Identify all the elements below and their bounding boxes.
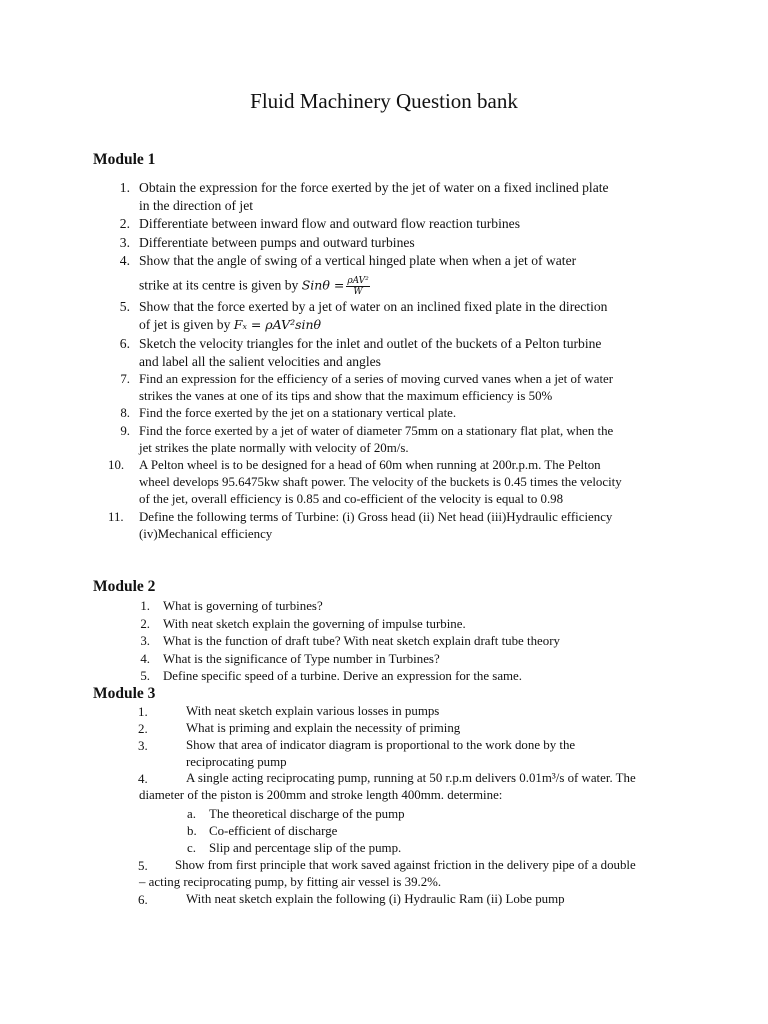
module-1-heading: Module 1	[93, 151, 156, 168]
sub-item-label: c.	[187, 841, 196, 855]
item-number: 4.	[138, 771, 148, 786]
sub-item-text: Slip and percentage slip of the pump.	[209, 841, 402, 855]
item-text: A single acting reciprocating pump, running at 50 r.p.m delivers 0.01m³/s of water. The	[186, 771, 636, 785]
item-number: 1.	[140, 599, 150, 613]
item-text: With neat sketch explain various losses in pumps	[186, 704, 440, 718]
item-text: Differentiate between inward flow and outward flow reaction turbines	[139, 216, 520, 231]
item-number: 9.	[120, 424, 130, 438]
sub-item-label: b.	[187, 824, 197, 838]
item-text: Show that area of indicator diagram is proportional to the work done by the	[186, 738, 576, 752]
item-text: wheel develops 95.6475kw shaft power. The velocity of the buckets is 0.45 times the velocity	[139, 475, 622, 489]
item-text: Show that the angle of swing of a vertical hinged plate when when a jet of water	[139, 253, 577, 268]
sub-item-text: The theoretical discharge of the pump	[209, 807, 405, 821]
item-number: 10.	[108, 458, 125, 472]
item-number: 7.	[120, 372, 130, 386]
item-text: Show that the force exerted by a jet of water on an inclined fixed plate in the direction	[139, 299, 608, 314]
item-number: 11.	[108, 510, 124, 524]
item-text: Find the force exerted by the jet on a stationary vertical plate.	[139, 406, 457, 420]
item-number: 5.	[140, 669, 150, 683]
item-text: Find the force exerted by a jet of water of diameter 75mm on a stationary flat plat, when the	[139, 424, 614, 438]
item-text: With neat sketch explain the following (i) Hydraulic Ram (ii) Lobe pump	[186, 892, 565, 906]
item-number: 3.	[119, 235, 130, 250]
formula-fraction	[346, 276, 369, 297]
item-number: 3.	[138, 738, 148, 753]
item-text: in the direction of jet	[139, 197, 254, 213]
item-text: strikes the vanes at one of its tips and show that the maximum efficiency is 50%	[139, 389, 553, 403]
item-text: strike at its centre is given by	[139, 277, 302, 293]
item-text: Obtain the expression for the force exerted by the jet of water on a fixed inclined plate	[139, 180, 609, 195]
item-number: 2.	[140, 617, 150, 631]
item-text-with-formula	[139, 276, 370, 297]
item-text: Show from first principle that work saved against friction in the delivery pipe of a double	[175, 858, 636, 872]
item-text: reciprocating pump	[186, 755, 287, 769]
item-text: Define specific speed of a turbine. Derive an expression for the same.	[163, 669, 523, 683]
item-number: 6.	[119, 336, 130, 351]
item-text: diameter of the piston is 200mm and stroke length 400mm. determine:	[139, 788, 503, 802]
item-number: 2.	[138, 721, 148, 736]
module-3-heading: Module 3	[93, 685, 156, 702]
item-text: With neat sketch explain the governing of impulse turbine.	[163, 617, 466, 631]
item-text: What is priming and explain the necessity of priming	[186, 721, 461, 735]
item-text: What is the significance of Type number in Turbines?	[163, 652, 440, 666]
item-number: 2.	[119, 216, 130, 231]
item-number: 4.	[119, 253, 130, 268]
sub-item-label: a.	[187, 807, 196, 821]
item-text: – acting reciprocating pump, by fitting air vessel is 39.2%.	[139, 875, 442, 889]
formula-lhs: Sinθ =	[301, 277, 345, 293]
item-text: Differentiate between pumps and outward turbines	[139, 235, 415, 250]
item-text: What is governing of turbines?	[163, 599, 323, 613]
item-number: 5.	[138, 858, 148, 873]
item-text: of the jet, overall efficiency is 0.85 and co-efficient of the velocity is equal to 0.98	[139, 492, 564, 506]
item-text: What is the function of draft tube? With neat sketch explain draft tube theory	[163, 634, 560, 648]
item-text: and label all the salient velocities and angles	[139, 353, 381, 369]
item-number: 3.	[140, 634, 150, 648]
page-title: Fluid Machinery Question bank	[250, 89, 518, 113]
item-text: Define the following terms of Turbine: (i) Gross head (ii) Net head (iii)Hydraulic efficiency	[139, 510, 613, 524]
item-text: (iv)Mechanical efficiency	[139, 527, 273, 541]
item-text: A Pelton wheel is to be designed for a head of 60m when running at 200r.p.m. The Pelton	[139, 458, 601, 472]
module-2-heading: Module 2	[93, 578, 156, 595]
sub-item-text: Co-efficient of discharge	[209, 824, 338, 838]
item-number: 1.	[138, 704, 148, 719]
item-text-with-formula	[139, 316, 321, 334]
formula: Fₓ = ρAV²sinθ	[233, 317, 322, 332]
item-number: 5.	[119, 299, 130, 314]
item-number: 4.	[140, 652, 150, 666]
item-number: 1.	[119, 180, 130, 195]
item-text: Find an expression for the efficiency of a series of moving curved vanes when a jet of water	[139, 372, 614, 386]
item-number: 8.	[120, 406, 130, 420]
formula-denominator: W	[353, 287, 363, 297]
item-text: of jet is given by	[139, 317, 234, 332]
item-number: 6.	[138, 892, 148, 907]
item-text: Sketch the velocity triangles for the inlet and outlet of the buckets of a Pelton turbine	[139, 336, 602, 351]
formula-numerator: ρAV²	[347, 276, 369, 286]
item-text: jet strikes the plate normally with velocity of 20m/s.	[139, 441, 409, 455]
